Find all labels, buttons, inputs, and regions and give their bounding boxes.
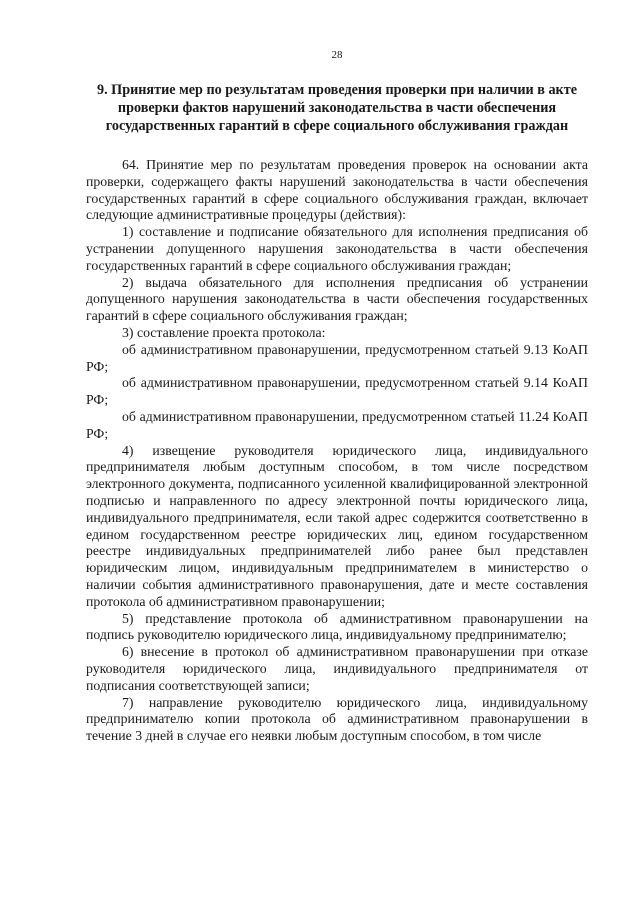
paragraph-item-3-9-13: об административном правонарушении, предусмотренном статьей 9.13 КоАП РФ; [86, 341, 588, 374]
paragraph-item-1: 1) составление и подписание обязательного для исполнения предписания об устранении допущенного нарушения законодательства в части обеспечения государственных гарантий в сфере социального обслуживания граждан; [86, 224, 588, 273]
paragraph-item-6: 6) внесение в протокол об административном правонарушении при отказе руководителя юридического лица, индивидуального предпринимателя от подписания соответствующей записи; [86, 644, 588, 693]
paragraph-item-2: 2) выдача обязательного для исполнения предписания об устранении допущенного нарушения законодательства в части обеспечения государственных гарантий в сфере социального обслуживания граждан; [86, 274, 588, 324]
paragraph-item-4: 4) извещение руководителя юридического лица, индивидуального предпринимателя любым доступным способом, в том числе посредством электронного документа, подписанного усиленной квалифицированной электронной подписью и направленного по адресу электронной почты юридического лица, индивидуального предпринимателя, если такой адрес содержится соответственно в едином государственном реестре юридических лиц, едином государственном реестре индивидуальных предпринимателей либо ранее был представлен юридическим лицом, индивидуальным предпринимателем в министерство о наличии события административного правонарушения, дате и месте составления протокола об административном правонарушении; [86, 442, 588, 609]
paragraph-item-3-11-24: об административном правонарушении, предусмотренном статьей 11.24 КоАП РФ; [86, 408, 588, 441]
section-title: 9. Принятие мер по результатам проведения проверки при наличии в акте проверки фактов нарушений законодательства в части обеспечения государственных гарантий в сфере социального обслуживания граждан [96, 82, 578, 134]
paragraph-item-3: 3) составление проекта протокола: [122, 324, 326, 340]
paragraph-item-3-9-14: об административном правонарушении, предусмотренном статьей 9.14 КоАП РФ; [86, 375, 588, 408]
document-body [86, 157, 588, 745]
paragraph-64: 64. Принятие мер по результатам проведения проверок на основании акта проверки, содержащего факты нарушений законодательства в части обеспечения государственных гарантий в сфере социального обслуживания граждан, включает следующие административные процедуры (действия): [86, 157, 588, 223]
paragraph-item-5: 5) представление протокола об административном правонарушении на подпись руководителю юридического лица, индивидуальному предпринимателю; [86, 610, 588, 643]
paragraph-item-7: 7) направление руководителю юридического лица, индивидуальному предпринимателю копии протокола об административном правонарушении в течение 3 дней в случае его неявки любым доступным способом, в том числе [86, 694, 588, 744]
page-number: 28 [331, 49, 343, 61]
